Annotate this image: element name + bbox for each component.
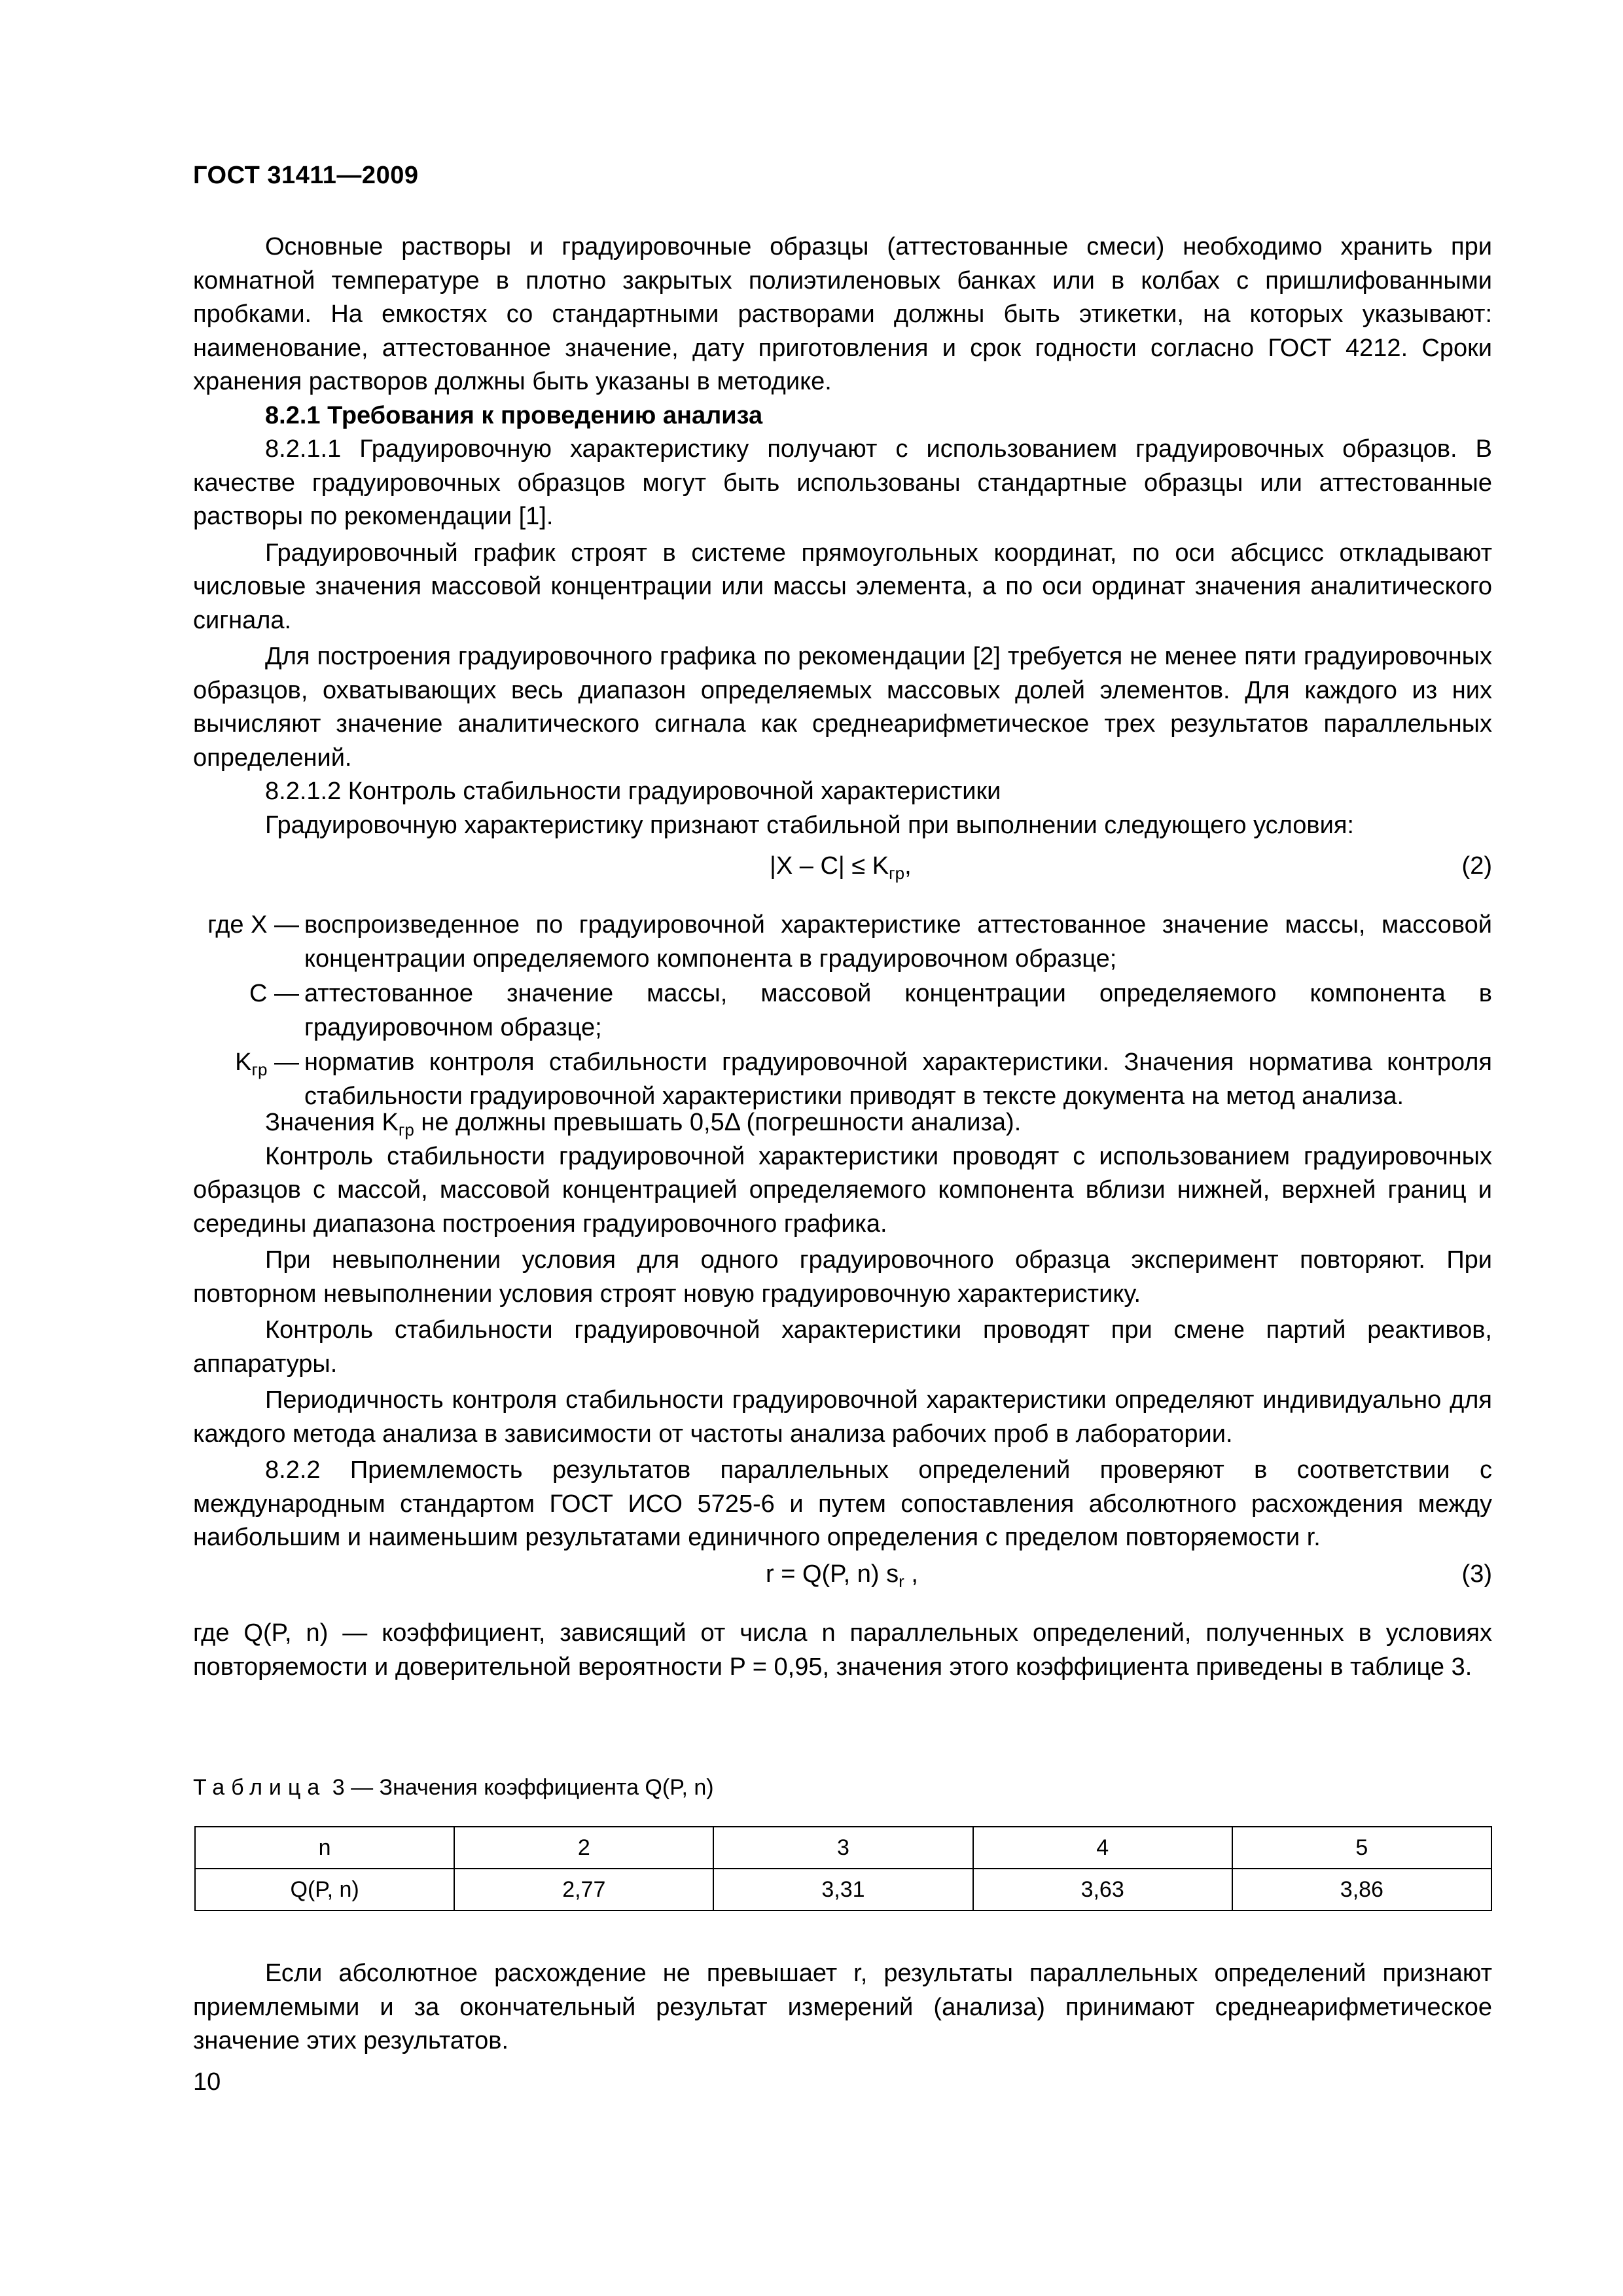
section-8-2-1-2-heading: 8.2.1.2 Контроль стабильности градуировочной характеристики <box>265 778 1001 805</box>
formula-3-tail: , <box>904 1560 918 1588</box>
document-header: ГОСТ 31411—2009 <box>193 162 419 189</box>
formula-2-subscript: гр <box>889 863 905 883</box>
table-header-row <box>195 1827 1491 1869</box>
table-row <box>195 1869 1491 1910</box>
table-header-cell: 3 <box>713 1827 972 1869</box>
kgr-limit-post: не должны превышать 0,5Δ (погрешности анализа). <box>414 1109 1022 1136</box>
text-block-3 <box>193 1957 1492 2058</box>
legend-desc-x: воспроизведенное по градуировочной характеристике аттестованное значение массы, массовой концентрации определяемого компонента в градуировочном образце; <box>304 911 1492 973</box>
formula-3-subscript: r <box>899 1571 904 1591</box>
final-paragraph: Если абсолютное расхождение не превышает r, результаты параллельных определений признают приемлемыми и за окончательный результат измерений (анализа) принимают среднеарифметическое значение этих результатов. <box>193 1960 1492 2054</box>
formula-3 <box>766 1558 918 1591</box>
section-8-2-1-heading: 8.2.1 Требования к проведению анализа <box>265 401 763 429</box>
table-cell: 2,77 <box>454 1869 713 1910</box>
build-paragraph: Для построения градуировочного графика по рекомендации [2] требуется не менее пяти градуировочных образцов, охватывающих весь диапазон определяемых массовых долей элементов. Для каждого из них вычисляют значение аналитического сигнала как среднеарифметическое трех результатов параллельных определений. <box>193 643 1492 772</box>
table-cell: 3,86 <box>1232 1869 1491 1910</box>
formula-2-number: (2) <box>1461 852 1492 880</box>
section-8-2-1-1-paragraph: 8.2.1.1 Градуировочную характеристику получают с использованием градуировочных образцов. В качестве градуировочных образцов могут быть использованы стандартные образцы или аттестованные растворы по рекомендации [1]. <box>193 435 1492 530</box>
formula-3-number: (3) <box>1461 1560 1492 1588</box>
kgr-limit-pre: Значения K <box>265 1109 399 1136</box>
legend-symbol-x: где X — <box>207 911 299 939</box>
formula-2 <box>770 850 912 883</box>
intro-paragraph: Основные растворы и градуировочные образцы (аттестованные смеси) необходимо хранить при комнатной температуре в плотно закрытых полиэтиленовых банках или в колбах с пришлифованными пробками. На емкостях со стандартными растворами должны быть этикетки, на которых указывают: наименование, аттестованное значение, дату приготовления и срок годности согласно ГОСТ 4212. Сроки хранения растворов должны быть указаны в методике. <box>193 233 1492 395</box>
stability-condition-paragraph: Градуировочную характеристику признают стабильной при выполнении следующего условия: <box>265 811 1354 839</box>
table-cell: 3,31 <box>713 1869 972 1910</box>
table-3-caption-word: Таблица <box>193 1775 327 1800</box>
legend-symbol-c: C — <box>249 980 299 1007</box>
table-header-cell: 4 <box>973 1827 1232 1869</box>
control-paragraph: Контроль стабильности градуировочной характеристики проводят с использованием градуировочных образцов с массой, массовой концентрацией определяемого компонента вблизи нижней, верхней границ и середины диапазона построения градуировочного графика. <box>193 1142 1492 1238</box>
repeat-paragraph: При невыполнении условия для одного градуировочного образца эксперимент повторяют. При повторном невыполнении условия строят новую градуировочную характеристику. <box>193 1246 1492 1308</box>
table-3-caption <box>193 1775 714 1801</box>
formula-3-where-paragraph: где Q(P, n) — коэффициент, зависящий от числа n параллельных определений, полученных в условиях повторяемости и доверительной вероятности P = 0,95, значения этого коэффициента приведены в таблице 3. <box>193 1619 1492 1681</box>
table-cell: Q(P, n) <box>195 1869 454 1910</box>
legend-kgr-dash: — <box>267 1049 299 1076</box>
legend-row-kgr <box>193 1046 1492 1113</box>
table-header-cell: 5 <box>1232 1827 1491 1869</box>
legend-kgr-subscript: гр <box>251 1060 268 1079</box>
text-block-2 <box>193 1106 1492 1555</box>
table-header-cell: 2 <box>454 1827 713 1869</box>
legend-row-c <box>193 977 1492 1045</box>
formula-2-legend <box>193 908 1492 1115</box>
table-header-cell: n <box>195 1827 454 1869</box>
formula-2-tail: , <box>904 852 912 880</box>
legend-desc-kgr: норматив контроля стабильности градуировочной характеристики. Значения норматива контроля стабильности градуировочной характеристики приводят в тексте документа на метод анализа. <box>304 1049 1492 1110</box>
legend-row-x <box>193 908 1492 976</box>
formula-3-legend <box>193 1617 1492 1684</box>
legend-kgr-letter: K <box>235 1049 252 1076</box>
legend-symbol-kgr <box>193 1046 299 1113</box>
table-3 <box>194 1826 1492 1911</box>
table-3-caption-rest: 3 — Значения коэффициента Q(P, n) <box>326 1775 714 1800</box>
table-cell: 3,63 <box>973 1869 1232 1910</box>
kgr-limit-paragraph <box>193 1106 1492 1140</box>
section-8-2-2-paragraph: 8.2.2 Приемлемость результатов параллельных определений проверяют в соответствии с международным стандартом ГОСТ ИСО 5725-6 и путем сопоставления абсолютного расхождения между наибольшим и наименьшим результатами единичного определения с пределом повторяемости r. <box>193 1456 1492 1551</box>
page-number: 10 <box>193 2068 221 2096</box>
graph-paragraph: Градуировочный график строят в системе прямоугольных координат, по оси абсцисс откладывают числовые значения массовой концентрации или массы элемента, а по оси ординат значения аналитического сигнала. <box>193 539 1492 634</box>
change-paragraph: Контроль стабильности градуировочной характеристики проводят при смене партий реактивов, аппаратуры. <box>193 1316 1492 1378</box>
formula-2-lhs: |X – C| ≤ K <box>770 852 889 880</box>
text-block-1 <box>193 230 1492 842</box>
legend-desc-c: аттестованное значение массы, массовой концентрации определяемого компонента в градуировочном образце; <box>304 980 1492 1041</box>
periodicity-paragraph: Периодичность контроля стабильности градуировочной характеристики определяют индивидуально для каждого метода анализа в зависимости от частоты анализа рабочих проб в лаборатории. <box>193 1386 1492 1448</box>
formula-3-lhs: r = Q(P, n) s <box>766 1560 899 1588</box>
kgr-limit-subscript: гр <box>398 1120 414 1139</box>
